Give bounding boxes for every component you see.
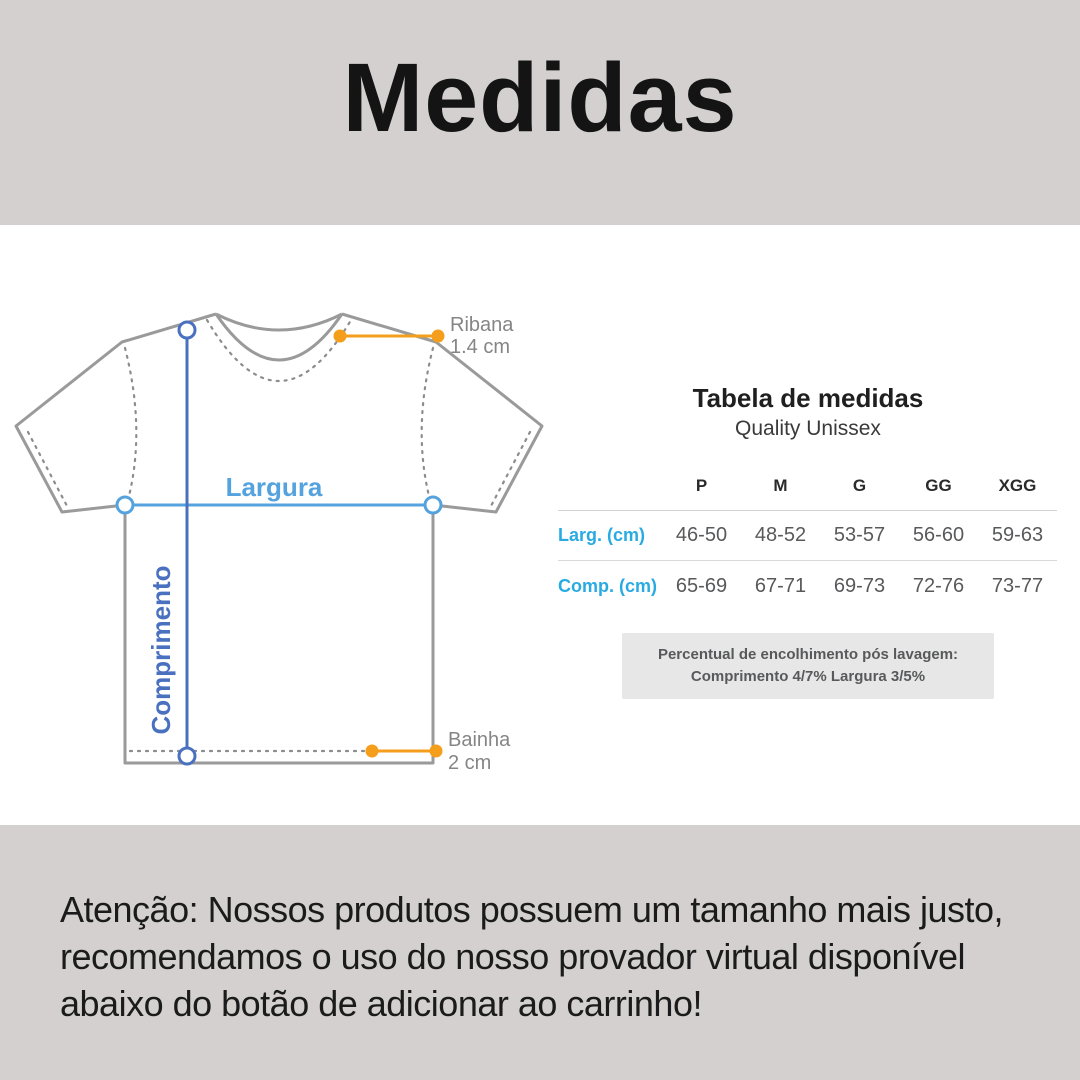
size-table-title: Tabela de medidas (692, 383, 924, 413)
comprimento-value-g: 69-73 (833, 574, 886, 597)
largura-value-xgg: 59-63 (978, 511, 1057, 561)
row-label-largura: Larg. (cm) (558, 511, 662, 561)
left-armhole-dashed (125, 348, 136, 500)
bottom-band (0, 825, 1080, 1080)
row-label-comprimento: Comp. (cm) (558, 575, 657, 596)
comprimento-value-m: 67-71 (754, 574, 807, 597)
bainha-label: Bainha (448, 729, 511, 751)
largura-endpoint-right (425, 497, 441, 513)
size-table-subtitle: Quality Unissex (735, 417, 881, 440)
collar-back-arc (216, 314, 342, 330)
size-col-header-xgg: XGG (978, 464, 1057, 511)
shrinkage-note-line1: Percentual de encolhimento pós lavagem: (657, 646, 959, 663)
bainha-dot-left (366, 745, 379, 758)
largura-value-m: 48-52 (741, 511, 820, 561)
attention-text: Atenção: Nossos produtos possuem um tamanho mais justo, recomendamos o uso do nosso provador virtual disponível abaixo do botão de adicionar ao carrinho! (60, 889, 1003, 1024)
left-cuff-dashed (28, 432, 67, 506)
comprimento-value-p: 65-69 (675, 574, 728, 597)
size-col-header-gg: GG (899, 464, 978, 511)
largura-value-gg: 56-60 (899, 511, 978, 561)
bainha-dot-right (430, 745, 443, 758)
comprimento-endpoint-top (179, 322, 195, 338)
largura-label: Largura (225, 472, 323, 502)
comprimento-endpoint-bottom (179, 748, 195, 764)
comprimento-value-xgg: 73-77 (991, 574, 1044, 597)
tshirt-diagram-svg (10, 290, 550, 790)
comprimento-value-gg: 72-76 (912, 574, 965, 597)
tshirt-diagram (10, 290, 550, 790)
page-title: Medidas (342, 43, 738, 152)
size-table-grid (558, 464, 1058, 611)
largura-value-g: 53-57 (820, 511, 899, 561)
size-col-header-empty (558, 464, 662, 511)
shrinkage-note-line2: Comprimento 4/7% Largura 3/5% (690, 668, 926, 685)
largura-endpoint-left (117, 497, 133, 513)
ribana-dot-left (334, 330, 347, 343)
largura-value-p: 46-50 (662, 511, 741, 561)
ribana-value: 1.4 cm (450, 336, 511, 358)
size-col-header-p: P (662, 464, 741, 511)
size-col-header-m: M (741, 464, 820, 511)
shrinkage-note (622, 633, 994, 699)
ribana-dot-right (432, 330, 445, 343)
comprimento-label: Comprimento (146, 565, 176, 735)
bainha-value: 2 cm (448, 752, 492, 774)
right-armhole-dashed (422, 348, 433, 500)
ribana-label: Ribana (450, 314, 514, 336)
size-table (558, 382, 1058, 699)
right-cuff-dashed (491, 432, 530, 506)
size-col-header-g: G (820, 464, 899, 511)
